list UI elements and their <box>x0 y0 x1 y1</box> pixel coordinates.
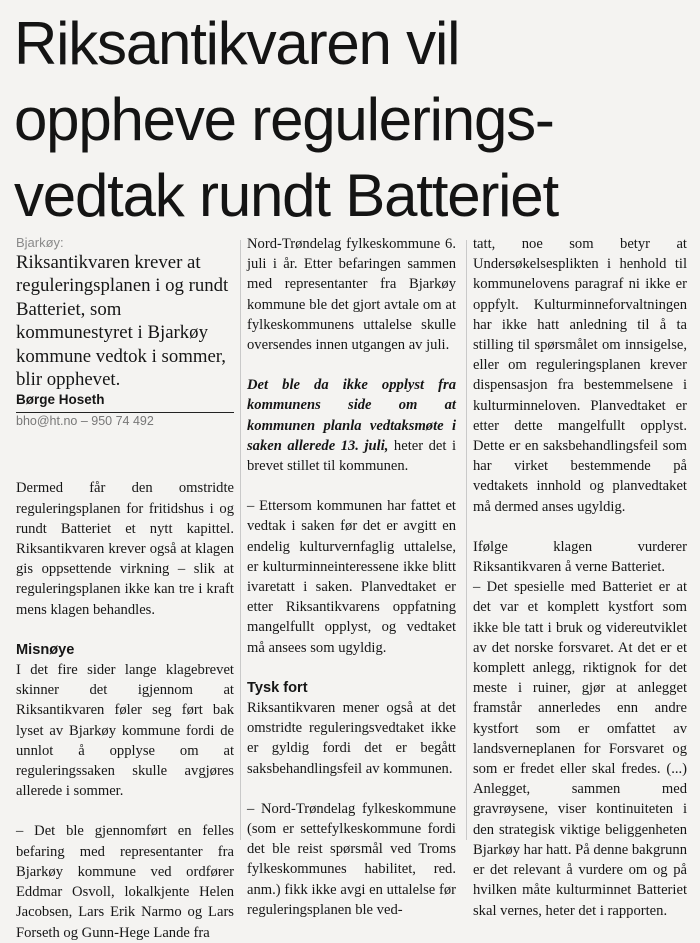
headline-line-2: oppheve regulerings- <box>14 86 554 153</box>
subheading-tysk-fort: Tysk fort <box>247 679 308 696</box>
headline-line-1: Riksantikvaren vil <box>14 10 460 77</box>
body-paragraph: Dermed får den omstridte reguleringsplanen for fritidshus i og rundt Batteriet et nytt kapittel. Riksantikvaren krever også at klagen gis oppsettende virkning – slik at reguleringsplanen ikke kan tre i kraft mens klagen behandles. <box>16 480 234 618</box>
article-column-1 <box>16 234 234 943</box>
body-paragraph: – Ettersom kommunen har fattet et vedtak i saken før det er avgitt en endelig kulturvernfaglig uttalelse, er kulturminneinteressene ikke blitt ivaretatt i saken. Planvedtaket er etter Riksantikvarens oppfatning mangelfullt opplyst, og vedtaket må ansees som ugyldig. <box>247 498 456 656</box>
article-column-3 <box>473 234 687 921</box>
body-paragraph: – Det ble gjennomført en felles befaring med representanter fra Bjarkøy kommune ved ordfører Eddmar Osvoll, lokalkjente Helen Jacobsen, Lars Erik Narmo og Lars Forseth og Gunn-Hege Lande fra <box>16 823 234 941</box>
subheading-misnoye: Misnøye <box>16 641 75 658</box>
article-column-2 <box>247 234 456 920</box>
body-paragraph: tatt, noe som betyr at Undersøkelsesplikten i henhold til kommunelovens paragraf ni ikke er oppfylt. Kulturminneforvaltningen har ikke hatt anledning til å ta stilling til spørsmålet om innsigelse, eller om reguleringsplanen krever dispensasjon fra bestemmelsene i kulturminneloven. Planvedtaket er etter dette mangelfullt opplyst. Dette er en saksbehandlingsfeil som har virket bestemmende på vedtakets innhold og planvedtaket må dermed anses ugyldig. <box>473 236 687 515</box>
byline-contact: bho@ht.no – 950 74 492 <box>16 414 154 429</box>
body-paragraph: – Nord-Trøndelag fylkeskommune (som er settefylkeskommune fordi det ble reist spørsmål ved Troms fylkeskommunes habilitet, red. anm.) fikk ikke avgi en uttalelse før reguleringsplanen ble ved- <box>247 800 456 918</box>
headline <box>14 6 694 234</box>
headline-line-3: vedtak rundt Batteriet <box>14 162 558 229</box>
body-paragraph: Nord-Trøndelag fylkeskommune 6. juli i år. Etter befaringen sammen med representanter fra Bjarkøy kommune ble det gjort avtale om at fylkeskommunens uttalelse skulle oversendes innen utgangen av juli. <box>247 236 456 354</box>
dateline: Bjarkøy: <box>16 235 64 250</box>
body-paragraph: I det fire sider lange klagebrevet skinner det igjennom at Riksantikvaren føler seg ført bak lyset av Bjarkøy kommune fordi de unnlot å opplyse om at reguleringssaken skulle avgjøres allerede i sommer. <box>16 662 234 800</box>
body-paragraph: Riksantikvaren mener også at det omstridte reguleringsvedtaket ikke er gyldig fordi det er begått saksbehandlingsfeil av kommunen. <box>247 700 456 777</box>
body-paragraph: – Det spesielle med Batteriet er at det var et komplett kystfort som ikke ble tatt i bruk og videreutviklet av det norske forsvaret. At det er et komplett anlegg, riktignok for det meste i ruiner, gjør at anlegget framstår annerledes enn andre kystfort som er omfattet av landsverneplanen for Forsvaret og som er fredet eller skal fredes. (...) Anlegget, sammen med gravrøysene, viser kontinuiteten i den strategisk viktige beliggenheten Bjarkøy har hatt. På denne bakgrunn er det relevant å vurdere om og på hvilken måte kulturminnet Batteriet skal vernes, heter det i rapporten. <box>473 579 687 919</box>
quote-highlight: Det ble da ikke opplyst fra kommunens side om at kommunen planla vedtaksmøte i saken allerede 13. juli, <box>247 377 456 454</box>
quote-rest: heter det i brevet stillet til kommunen. <box>247 437 456 475</box>
byline-name: Børge Hoseth <box>16 391 234 413</box>
ingress: Riksantikvaren krever at reguleringsplanen i og rundt Batteriet, som kommunestyret i Bjarkøy kommune vedtok i sommer, blir opphevet. <box>16 252 229 391</box>
body-paragraph: Ifølge klagen vurderer Riksantikvaren å verne Batteriet. <box>473 538 687 576</box>
body-paragraph <box>247 375 456 476</box>
column-divider <box>466 240 467 840</box>
column-divider <box>240 240 241 840</box>
